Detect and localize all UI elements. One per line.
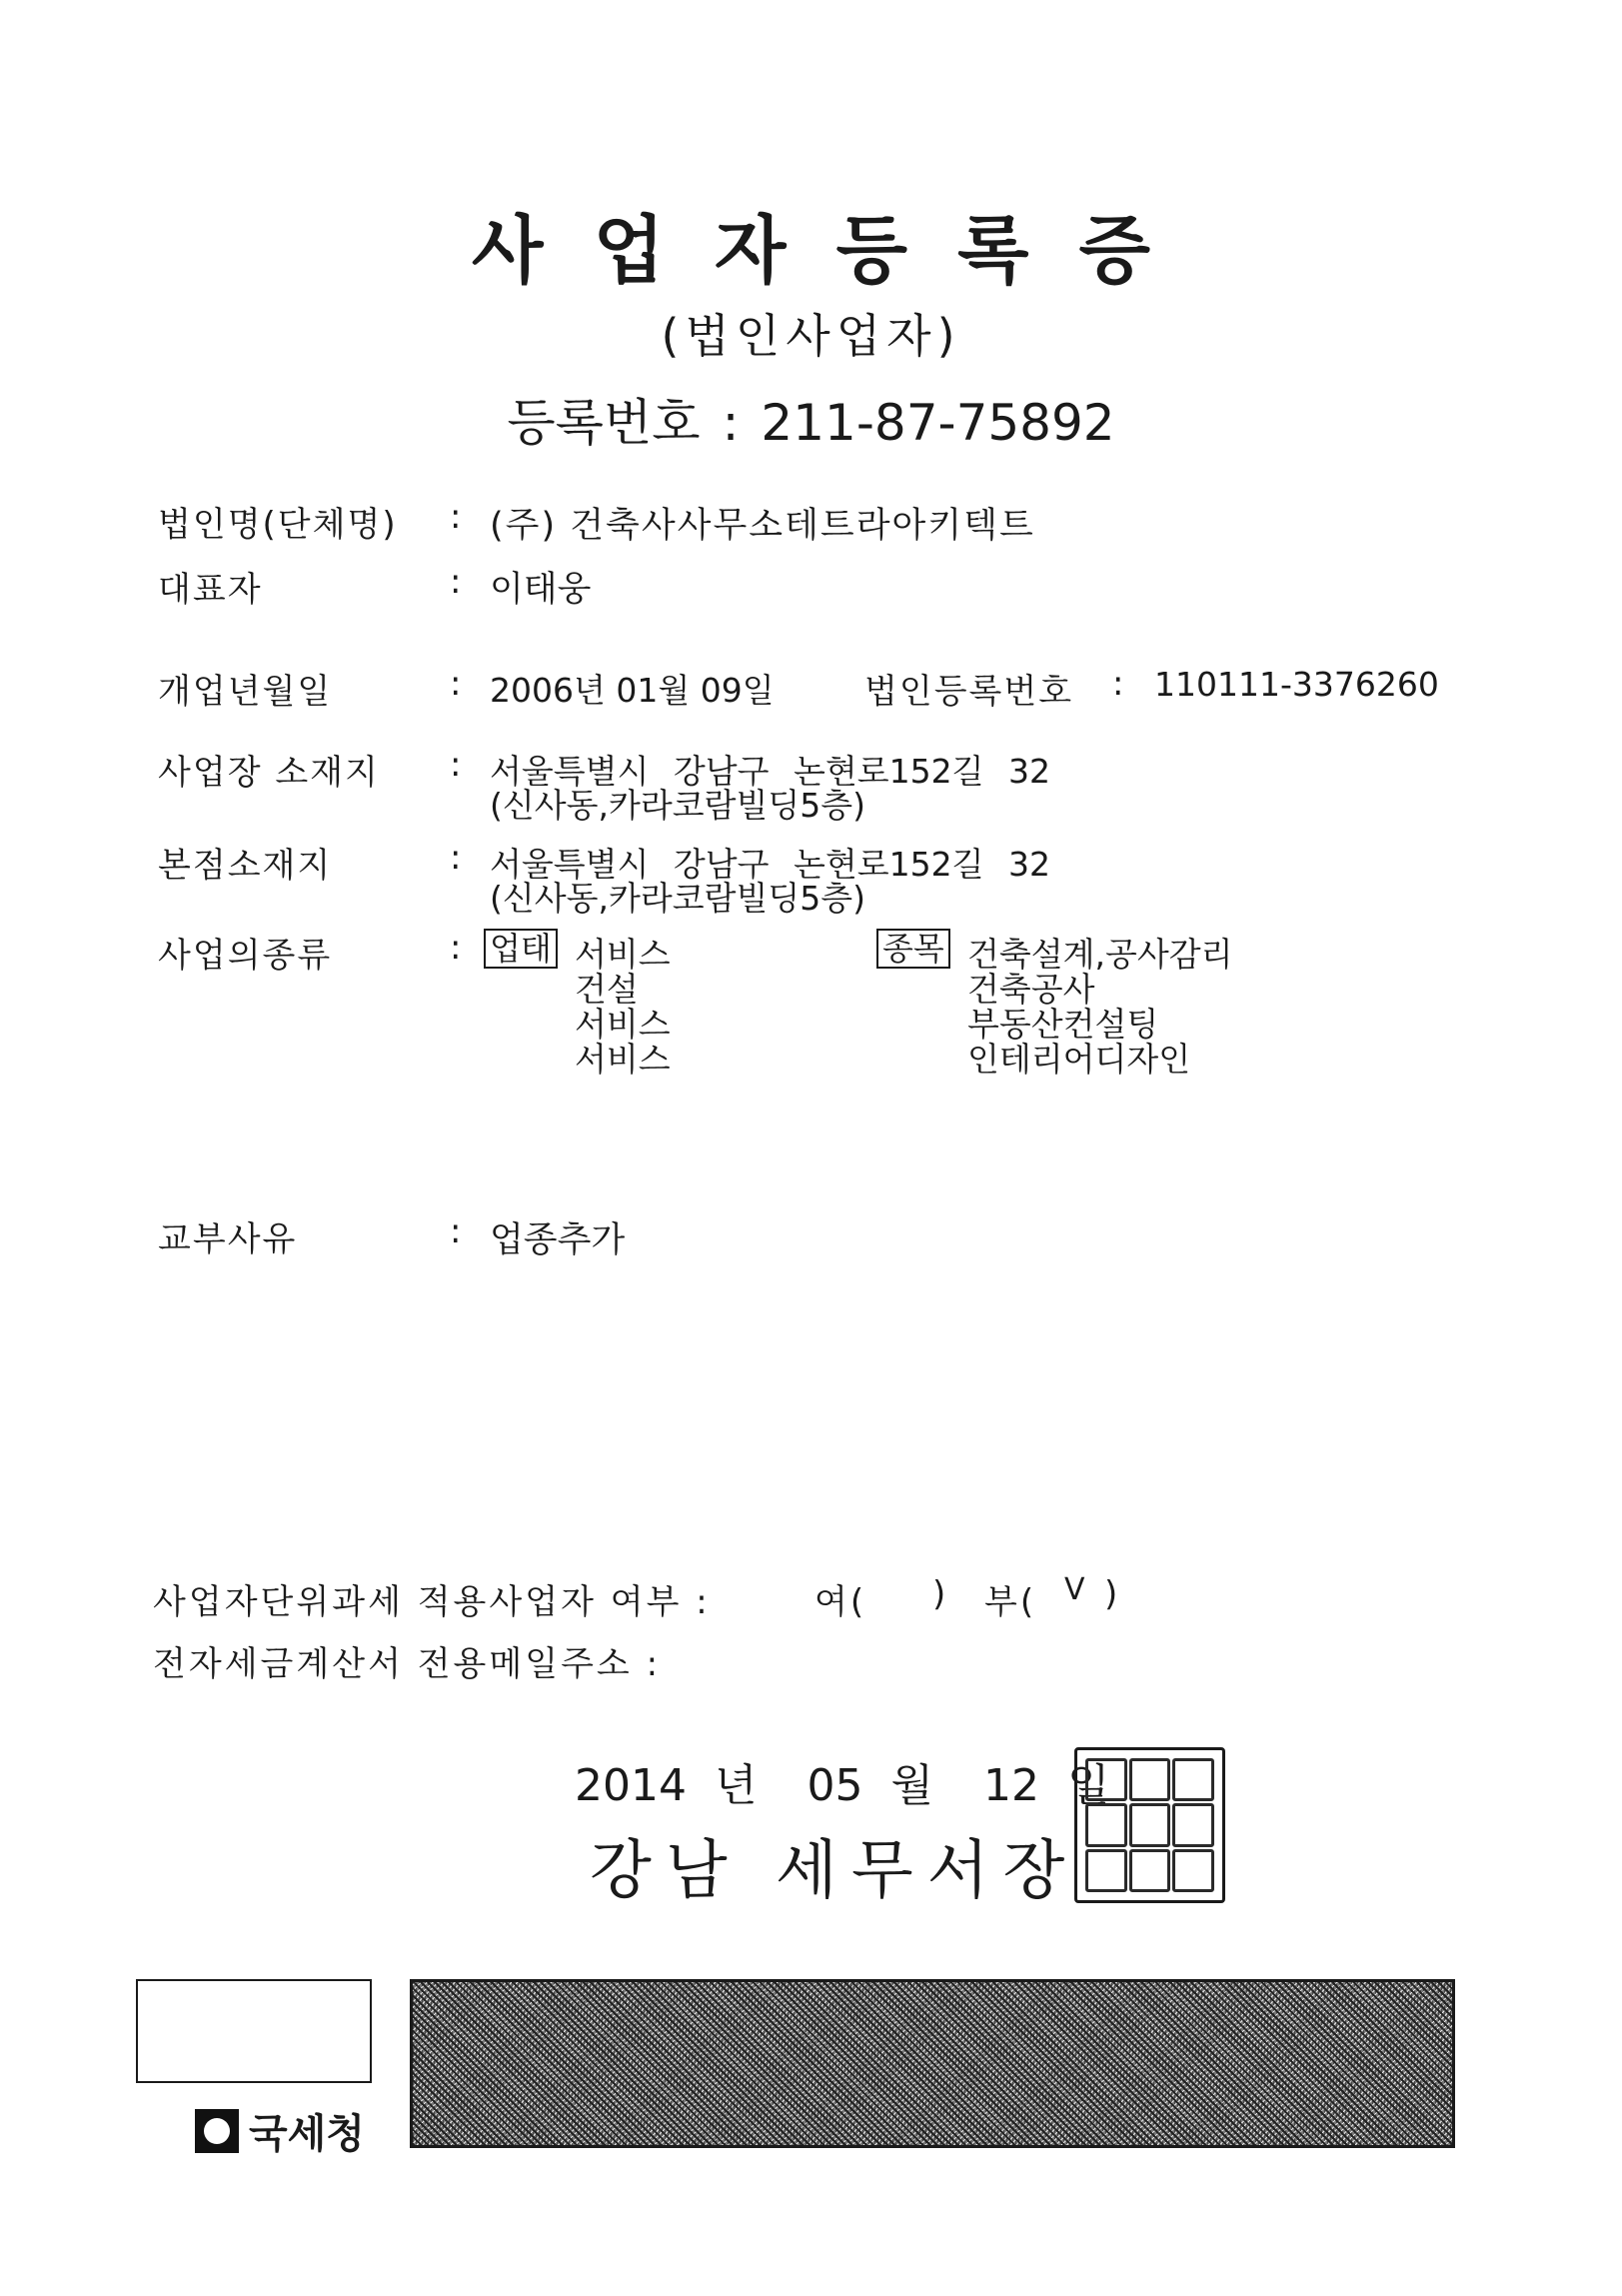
business-address-label: 사업장 소재지 (158, 753, 380, 793)
hq-address-label: 본점소재지 (158, 846, 333, 886)
issue-reason-label: 교부사유 (158, 1219, 298, 1259)
business-item-4: 인테리어디자인 (967, 1040, 1191, 1079)
business-item-tag: 종목 (876, 929, 950, 969)
business-type-4: 서비스 (575, 1040, 671, 1079)
tax-office-name: 강남 세무서장 (590, 1834, 1079, 1908)
representative-colon: : (450, 562, 462, 602)
unit-tax-no-close: ) (1104, 1574, 1121, 1614)
corp-name-colon: : (450, 497, 462, 537)
unit-tax-no-mark: V (1064, 1572, 1088, 1607)
registration-number: 211-87-75892 (761, 394, 1115, 452)
business-item-1: 건축설계,공사감리 (967, 935, 1233, 974)
nts-logo-text: 국세청 (249, 2111, 365, 2157)
official-seal-stamp (1074, 1747, 1225, 1903)
representative-label: 대표자 (158, 570, 263, 610)
unit-tax-yes-open: 여( (814, 1582, 867, 1622)
business-type-2: 건설 (575, 970, 639, 1009)
business-type-1: 서비스 (575, 935, 671, 974)
corp-name-value: (주) 건축사사무소테트라아키텍트 (490, 506, 1035, 546)
business-item-3: 부동산컨설팅 (967, 1005, 1159, 1044)
document-subtitle: (법인사업자) (661, 309, 961, 363)
business-item-2: 건축공사 (967, 970, 1095, 1009)
issue-reason-value: 업종추가 (490, 1220, 626, 1260)
open-date-value: 2006년 01월 09일 (490, 671, 775, 710)
issue-month: 05 (807, 1760, 863, 1811)
unit-tax-yes-close: ) (932, 1574, 949, 1614)
open-date-label: 개업년월일 (158, 672, 333, 712)
issue-day: 12 (983, 1760, 1040, 1811)
blank-box (136, 1979, 372, 2083)
issue-year-unit: 년 (714, 1760, 758, 1811)
issue-reason-colon: : (450, 1211, 462, 1251)
registration-label: 등록번호 (507, 394, 701, 452)
issue-year: 2014 (575, 1760, 687, 1811)
nts-emblem-icon (195, 2109, 239, 2153)
corp-name-label: 법인명(단체명) (158, 505, 398, 545)
issue-day-unit: 일 (1067, 1760, 1110, 1811)
security-pattern (410, 1979, 1455, 2148)
corp-reg-colon: : (1112, 664, 1124, 704)
business-address-line1: 서울특별시 강남구 논현로152길 32 (490, 752, 1050, 791)
issue-month-unit: 월 (890, 1760, 934, 1811)
hq-address-line2: (신사동,카라코람빌딩5층) (490, 879, 866, 918)
corp-reg-value: 110111-3376260 (1154, 665, 1439, 704)
unit-tax-question: 사업자단위과세 적용사업자 여부 : (153, 1582, 711, 1622)
registration-separator: : (722, 394, 740, 452)
business-address-colon: : (450, 745, 462, 785)
document-title: 사업자등록증 (472, 208, 1200, 294)
nts-logo (195, 2102, 365, 2159)
open-date-colon: : (450, 664, 462, 704)
email-question: 전자세금계산서 전용메일주소 : (153, 1644, 662, 1684)
hq-address-line1: 서울특별시 강남구 논현로152길 32 (490, 845, 1050, 884)
business-type-colon: : (450, 928, 462, 968)
hq-address-colon: : (450, 838, 462, 878)
business-type-3: 서비스 (575, 1005, 671, 1044)
issue-date (575, 1749, 1110, 1813)
business-type-label: 사업의종류 (158, 936, 333, 976)
business-address-line2: (신사동,카라코람빌딩5층) (490, 786, 866, 825)
unit-tax-no-open: 부( (984, 1582, 1037, 1622)
business-type-tag: 업태 (484, 929, 558, 969)
corp-reg-label: 법인등록번호 (864, 672, 1074, 712)
representative-value: 이태웅 (490, 570, 592, 610)
registration-number-line (0, 383, 1622, 455)
